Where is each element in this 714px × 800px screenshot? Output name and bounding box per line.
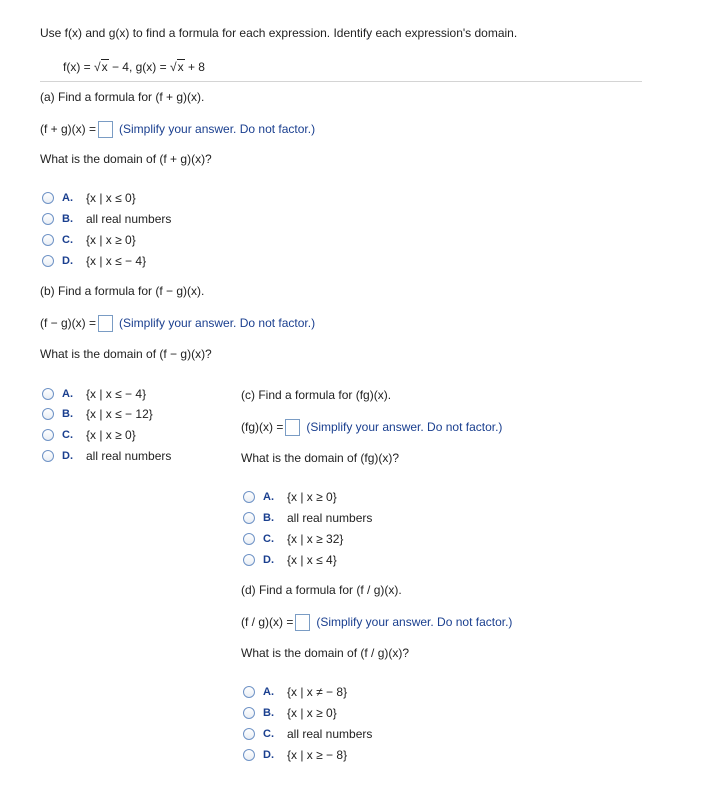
option-letter: C. [263,728,274,740]
divider [40,81,642,82]
option-letter: A. [62,192,73,204]
part-b-answer-row [40,315,315,332]
g-rest: + 8 [187,60,205,74]
radio-button[interactable] [243,491,255,503]
part-d-answer-label: (f / g)(x) = [241,615,294,629]
part-b-domain-question: What is the domain of (f − g)(x)? [40,347,212,361]
part-b-option-b[interactable] [42,405,153,423]
part-d-option-a[interactable] [243,683,347,701]
radio-button[interactable] [42,234,54,246]
option-letter: B. [263,707,274,719]
option-text: {x | x ≥ 0} [86,233,136,247]
part-d-hint: (Simplify your answer. Do not factor.) [316,615,513,629]
part-d-domain-question: What is the domain of (f / g)(x)? [241,646,410,660]
option-text: all real numbers [287,727,373,741]
part-b-option-d[interactable] [42,447,171,465]
option-letter: C. [263,533,274,545]
option-letter: A. [263,491,274,503]
part-d-answer-input[interactable] [295,614,310,631]
radio-button[interactable] [42,408,54,420]
radio-button[interactable] [243,749,255,761]
part-a-domain-question: What is the domain of (f + g)(x)? [40,152,212,166]
f-rest: − 4, g(x) = [111,60,167,74]
radio-button[interactable] [42,450,54,462]
part-c-prompt: (c) Find a formula for (fg)(x). [241,388,392,402]
instructions: Use f(x) and g(x) to find a formula for each expression. Identify each expression's domain. [40,26,518,40]
option-letter: D. [263,749,274,761]
option-letter: D. [62,255,73,267]
part-a-prompt: (a) Find a formula for (f + g)(x). [40,90,205,104]
part-c-option-a[interactable] [243,488,337,506]
option-letter: A. [263,686,274,698]
part-a-option-b[interactable] [42,210,171,228]
option-text: {x | x ≤ − 4} [86,254,147,268]
part-d-option-b[interactable] [243,704,337,722]
part-a-option-c[interactable] [42,231,136,249]
radical-icon: √ [170,60,177,74]
radio-button[interactable] [243,554,255,566]
part-a-answer-label: (f + g)(x) = [40,122,97,136]
radio-button[interactable] [243,686,255,698]
part-b-answer-label: (f − g)(x) = [40,316,97,330]
option-text: {x | x ≤ 4} [287,553,337,567]
part-c-hint: (Simplify your answer. Do not factor.) [306,420,503,434]
option-letter: B. [263,512,274,524]
part-a-answer-input[interactable] [98,121,113,138]
option-letter: D. [62,450,73,462]
radio-button[interactable] [42,429,54,441]
part-b-answer-input[interactable] [98,315,113,332]
part-d-option-c[interactable] [243,725,372,743]
part-a-answer-row [40,121,315,138]
part-c-option-c[interactable] [243,530,343,548]
part-c-answer-row [241,419,502,436]
part-c-domain-question: What is the domain of (fg)(x)? [241,451,400,465]
option-text: {x | x ≥ 0} [86,428,136,442]
part-a-hint: (Simplify your answer. Do not factor.) [119,122,316,136]
radio-button[interactable] [243,728,255,740]
option-text: {x | x ≠ − 8} [287,685,348,699]
radio-button[interactable] [243,512,255,524]
part-d-option-d[interactable] [243,746,347,764]
option-text: {x | x ≤ − 4} [86,387,147,401]
option-letter: B. [62,213,73,225]
option-text: all real numbers [287,511,373,525]
part-b-hint: (Simplify your answer. Do not factor.) [119,316,316,330]
option-letter: C. [62,234,73,246]
option-letter: A. [62,388,73,400]
function-definitions [63,60,205,74]
part-d-answer-row [241,614,512,631]
option-letter: B. [62,408,73,420]
radicand: x [101,60,108,74]
part-b-option-a[interactable] [42,385,146,403]
radio-button[interactable] [42,388,54,400]
radio-button[interactable] [243,533,255,545]
option-text: {x | x ≥ − 8} [287,748,348,762]
option-text: {x | x ≥ 0} [287,490,337,504]
part-c-option-b[interactable] [243,509,372,527]
option-text: {x | x ≥ 32} [287,532,344,546]
part-b-prompt: (b) Find a formula for (f − g)(x). [40,284,205,298]
part-d-prompt: (d) Find a formula for (f / g)(x). [241,583,402,597]
radical-icon: √ [94,60,101,74]
part-a-option-d[interactable] [42,252,146,270]
f-prefix: f(x) = [63,60,91,74]
radio-button[interactable] [42,213,54,225]
option-text: {x | x ≤ − 12} [86,407,153,421]
option-text: {x | x ≥ 0} [287,706,337,720]
option-text: {x | x ≤ 0} [86,191,136,205]
option-letter: C. [62,429,73,441]
radio-button[interactable] [243,707,255,719]
part-b-option-c[interactable] [42,426,136,444]
option-letter: D. [263,554,274,566]
part-c-answer-input[interactable] [285,419,300,436]
part-c-option-d[interactable] [243,551,337,569]
radio-button[interactable] [42,192,54,204]
option-text: all real numbers [86,449,172,463]
radio-button[interactable] [42,255,54,267]
part-a-option-a[interactable] [42,189,136,207]
option-text: all real numbers [86,212,172,226]
part-c-answer-label: (fg)(x) = [241,420,284,434]
radicand: x [177,60,184,74]
